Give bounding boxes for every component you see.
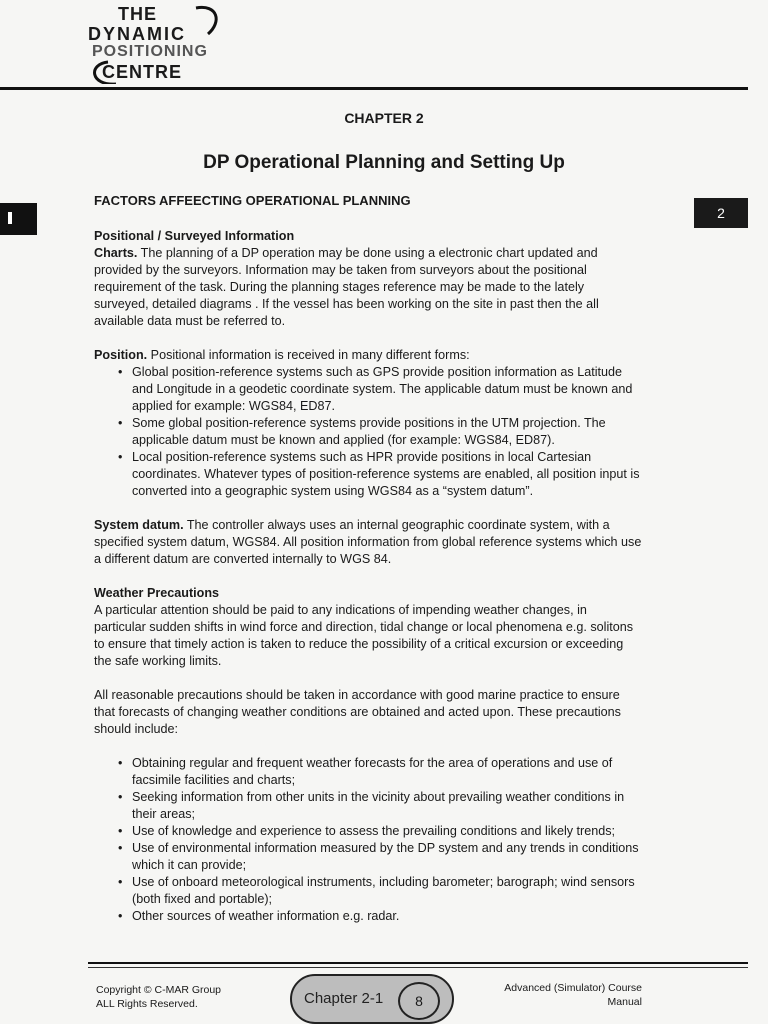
body-content xyxy=(94,192,642,925)
list-item: • Other sources of weather information e.g. radar. xyxy=(132,908,642,925)
course-line-2: Manual xyxy=(607,996,642,1008)
lead-position: Position. xyxy=(94,348,148,362)
logo-line-1: THE xyxy=(118,4,157,24)
section-heading-factors: FACTORS AFFEECTING OPERATIONAL PLANNING xyxy=(94,193,411,208)
paragraph-charts xyxy=(94,245,642,330)
badge-chapter-label: Chapter 2-1 xyxy=(304,990,384,1007)
left-edge-tab xyxy=(0,203,37,235)
footer-divider xyxy=(88,962,748,964)
list-item: • Seeking information from other units in the vicinity about prevailing weather conditions in their areas; xyxy=(132,789,642,823)
list-item: • Some global position-reference systems provide positions in the UTM projection. The applicable datum must be known and applied (for example: WGS84, ED87). xyxy=(132,415,642,449)
list-item: • Use of onboard meteorological instruments, including barometer; barograph; wind sensors (both fixed and portable); xyxy=(132,874,642,908)
logo xyxy=(88,4,238,84)
page-title: DP Operational Planning and Setting Up xyxy=(203,152,565,173)
logo-line-2: DYNAMIC xyxy=(88,24,186,44)
list-item: • Obtaining regular and frequent weather forecasts for the area of operations and use of facsimile facilities and charts; xyxy=(132,755,642,789)
list-item: • Use of knowledge and experience to assess the prevailing conditions and likely trends; xyxy=(132,823,642,840)
list-item: • Local position-reference systems such as HPR provide positions in local Cartesian coordinates. Whatever types of position-reference systems are enabled, all position input is converted into a geographic system using WGS84 as a “system datum”. xyxy=(132,449,642,500)
paragraph-position xyxy=(94,347,642,364)
paragraph-weather: A particular attention should be paid to any indications of impending weather changes, in particular sudden shifts in wind force and direction, tidal change or local phenomena e.g. solitons to ensure that timely action is taken to reduce the possibility of a critical excursion or exceeding the safe working limits. xyxy=(94,603,634,668)
tab-mark-icon xyxy=(8,212,12,224)
logo-line-3: POSITIONING xyxy=(92,43,208,60)
copyright-line-2: ALL Rights Reserved. xyxy=(96,998,198,1010)
text-charts: The planning of a DP operation may be done using a electronic chart updated and provided by the surveyors. Information may be taken from surveyors about the positional requirement of the task. During the planning stages reference may be made to the lately surveyed, detailed diagrams . If the vessel has been working on the site in past then the all available data must be referred to. xyxy=(94,246,599,328)
list-item: • Use of environmental information measured by the DP system and any trends in conditions which it can provide; xyxy=(132,840,642,874)
text-system-datum: The controller always uses an internal geographic coordinate system, with a specified system datum, WGS84. All position information from global reference systems which use a different datum are converted internally to WGS 84. xyxy=(94,518,642,566)
list-item: • Global position-reference systems such as GPS provide position information as Latitude and Longitude in a geodetic coordinate system. The applicable datum must be known and applied for example: WGS84, ED87. xyxy=(132,364,642,415)
header-divider xyxy=(0,87,748,90)
precaution-bullet-list xyxy=(94,755,642,925)
course-line-1: Advanced (Simulator) Course xyxy=(504,982,642,994)
paragraph-precautions: All reasonable precautions should be taken in accordance with good marine practice to ensure that forecasts of changing weather conditions are obtained and acted upon. These precautions should include: xyxy=(94,688,621,736)
badge-page-number: 8 xyxy=(398,982,440,1020)
text-position: Positional information is received in many different forms: xyxy=(147,348,470,362)
position-bullet-list xyxy=(94,364,642,500)
paragraph-system-datum xyxy=(94,517,642,568)
course-title xyxy=(470,981,642,1009)
chapter-side-tab: 2 xyxy=(694,198,748,228)
heading-weather: Weather Precautions xyxy=(94,586,220,600)
lead-charts: Charts. xyxy=(94,246,138,260)
footer-divider-thin xyxy=(88,967,748,968)
chapter-label: CHAPTER 2 xyxy=(344,110,424,126)
logo-line-4: CENTRE xyxy=(102,62,183,82)
page-badge xyxy=(290,974,454,1024)
heading-positional: Positional / Surveyed Information xyxy=(94,229,295,243)
copyright-line-1: Copyright © C-MAR Group xyxy=(96,984,222,996)
lead-system-datum: System datum. xyxy=(94,518,184,532)
copyright xyxy=(96,983,221,1011)
